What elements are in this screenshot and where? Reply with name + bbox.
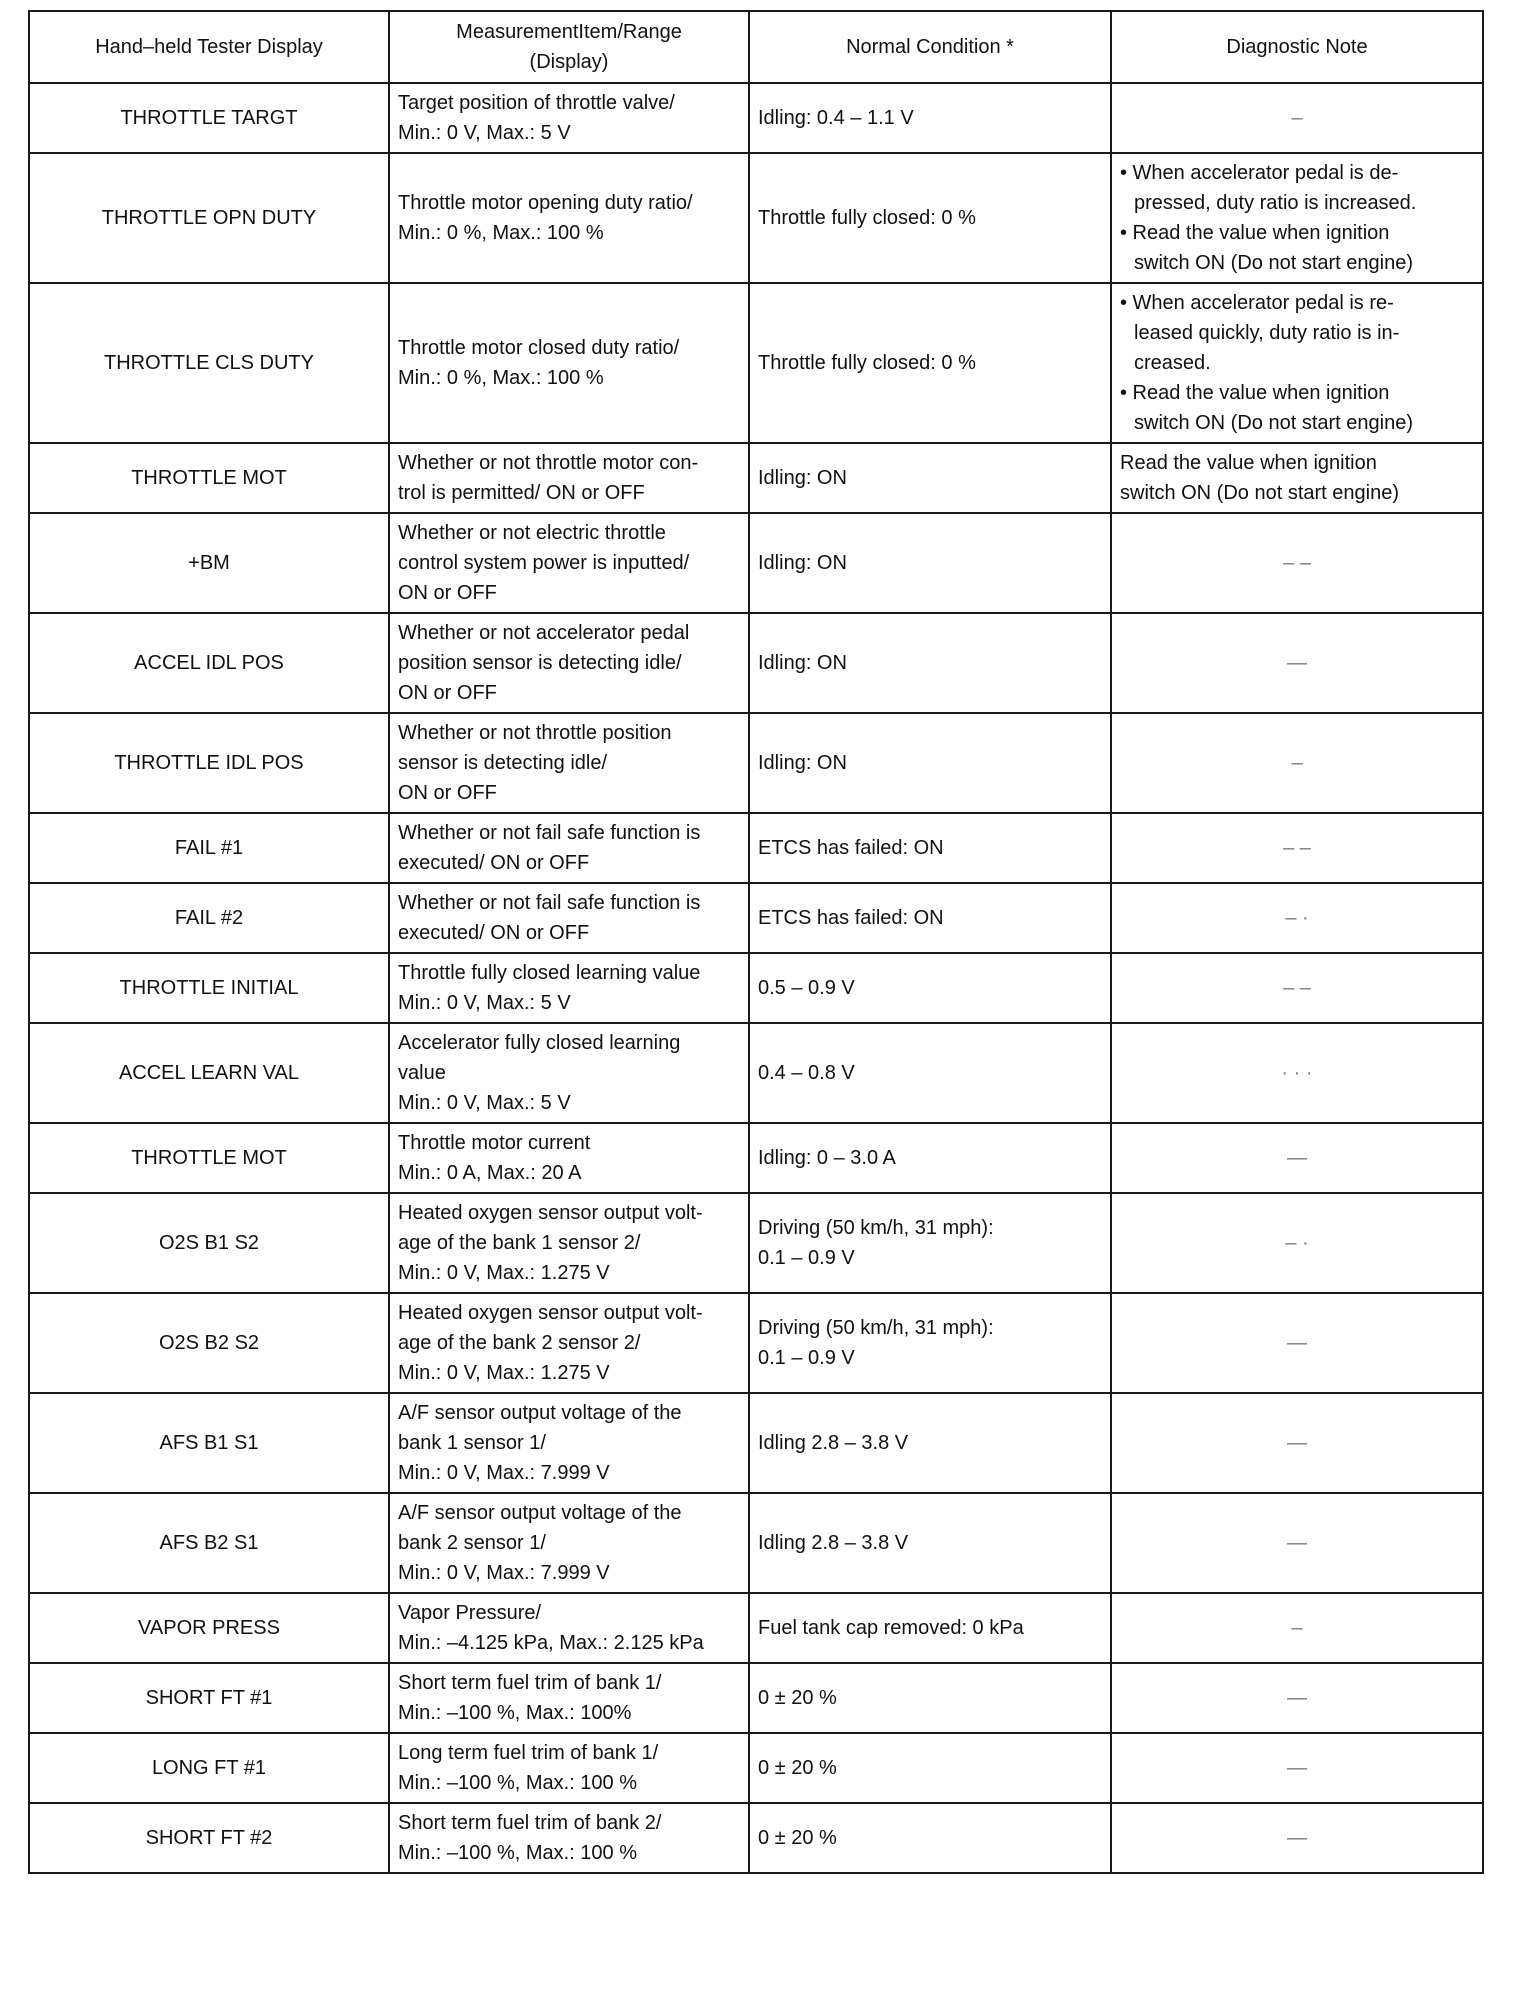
cell-measurement-item: Long term fuel trim of bank 1/ Min.: –100 %, Max.: 100 % xyxy=(389,1733,749,1803)
header-tester-display: Hand–held Tester Display xyxy=(29,11,389,83)
cell-measurement-item: Whether or not throttle motor con- trol is permitted/ ON or OFF xyxy=(389,443,749,513)
cell-diagnostic-note: – xyxy=(1111,713,1483,813)
note-bullet: • When accelerator pedal is de- pressed, duty ratio is increased. xyxy=(1120,162,1417,214)
cell-tester-display: ACCEL LEARN VAL xyxy=(29,1023,389,1123)
table-row xyxy=(29,1193,1483,1293)
cell-diagnostic-note: – · xyxy=(1111,1193,1483,1293)
cell-diagnostic-note: — xyxy=(1111,613,1483,713)
table-row xyxy=(29,83,1483,153)
table-row xyxy=(29,713,1483,813)
note-bullet: • When accelerator pedal is re- leased quickly, duty ratio is in- creased. xyxy=(1120,292,1400,374)
cell-normal-condition: Idling: ON xyxy=(749,443,1111,513)
cell-tester-display: VAPOR PRESS xyxy=(29,1593,389,1663)
cell-tester-display: ACCEL IDL POS xyxy=(29,613,389,713)
cell-normal-condition: Idling: 0 – 3.0 A xyxy=(749,1123,1111,1193)
header-measurement-item: MeasurementItem/Range (Display) xyxy=(389,11,749,83)
cell-normal-condition: Idling: ON xyxy=(749,513,1111,613)
document-page xyxy=(28,10,1482,1874)
table-row xyxy=(29,513,1483,613)
cell-measurement-item: Whether or not fail safe function is executed/ ON or OFF xyxy=(389,883,749,953)
cell-tester-display: FAIL #1 xyxy=(29,813,389,883)
cell-measurement-item: Throttle motor current Min.: 0 A, Max.: 20 A xyxy=(389,1123,749,1193)
cell-normal-condition: Throttle fully closed: 0 % xyxy=(749,153,1111,283)
cell-normal-condition: Idling 2.8 – 3.8 V xyxy=(749,1393,1111,1493)
cell-normal-condition: Driving (50 km/h, 31 mph): 0.1 – 0.9 V xyxy=(749,1293,1111,1393)
cell-diagnostic-note: — xyxy=(1111,1293,1483,1393)
table-row xyxy=(29,953,1483,1023)
note-bullet: • Read the value when ignition switch ON (Do not start engine) xyxy=(1120,222,1413,274)
cell-measurement-item: Whether or not throttle position sensor is detecting idle/ ON or OFF xyxy=(389,713,749,813)
table-row xyxy=(29,1493,1483,1593)
cell-diagnostic-note: — xyxy=(1111,1733,1483,1803)
table-row xyxy=(29,1803,1483,1873)
cell-normal-condition: 0 ± 20 % xyxy=(749,1803,1111,1873)
cell-measurement-item: A/F sensor output voltage of the bank 2 sensor 1/ Min.: 0 V, Max.: 7.999 V xyxy=(389,1493,749,1593)
table-header-row xyxy=(29,11,1483,83)
cell-tester-display: AFS B1 S1 xyxy=(29,1393,389,1493)
cell-tester-display: THROTTLE INITIAL xyxy=(29,953,389,1023)
cell-measurement-item: Accelerator fully closed learning value Min.: 0 V, Max.: 5 V xyxy=(389,1023,749,1123)
table-row xyxy=(29,153,1483,283)
cell-diagnostic-note: — xyxy=(1111,1493,1483,1593)
cell-diagnostic-note: Read the value when ignition switch ON (Do not start engine) xyxy=(1111,443,1483,513)
cell-measurement-item: Whether or not electric throttle control system power is inputted/ ON or OFF xyxy=(389,513,749,613)
cell-tester-display: LONG FT #1 xyxy=(29,1733,389,1803)
cell-normal-condition: 0 ± 20 % xyxy=(749,1663,1111,1733)
table-row xyxy=(29,1593,1483,1663)
cell-diagnostic-note: – xyxy=(1111,83,1483,153)
cell-diagnostic-note: — xyxy=(1111,1393,1483,1493)
cell-tester-display: THROTTLE IDL POS xyxy=(29,713,389,813)
cell-measurement-item: Whether or not fail safe function is executed/ ON or OFF xyxy=(389,813,749,883)
table-row xyxy=(29,613,1483,713)
cell-diagnostic-note: – xyxy=(1111,1593,1483,1663)
cell-diagnostic-note: — xyxy=(1111,1123,1483,1193)
cell-normal-condition: Idling: 0.4 – 1.1 V xyxy=(749,83,1111,153)
table-row xyxy=(29,1023,1483,1123)
table-row xyxy=(29,1733,1483,1803)
cell-diagnostic-note: – – xyxy=(1111,953,1483,1023)
cell-measurement-item: Short term fuel trim of bank 2/ Min.: –100 %, Max.: 100 % xyxy=(389,1803,749,1873)
table-row xyxy=(29,813,1483,883)
cell-normal-condition: Idling: ON xyxy=(749,713,1111,813)
cell-normal-condition: ETCS has failed: ON xyxy=(749,883,1111,953)
cell-normal-condition: Driving (50 km/h, 31 mph): 0.1 – 0.9 V xyxy=(749,1193,1111,1293)
cell-diagnostic-note: — xyxy=(1111,1663,1483,1733)
cell-tester-display: FAIL #2 xyxy=(29,883,389,953)
cell-diagnostic-note xyxy=(1111,283,1483,443)
cell-normal-condition: ETCS has failed: ON xyxy=(749,813,1111,883)
cell-measurement-item: Whether or not accelerator pedal position sensor is detecting idle/ ON or OFF xyxy=(389,613,749,713)
cell-measurement-item: Short term fuel trim of bank 1/ Min.: –100 %, Max.: 100% xyxy=(389,1663,749,1733)
cell-measurement-item: A/F sensor output voltage of the bank 1 sensor 1/ Min.: 0 V, Max.: 7.999 V xyxy=(389,1393,749,1493)
cell-diagnostic-note xyxy=(1111,153,1483,283)
cell-diagnostic-note: — xyxy=(1111,1803,1483,1873)
cell-measurement-item: Throttle fully closed learning value Min.: 0 V, Max.: 5 V xyxy=(389,953,749,1023)
cell-measurement-item: Heated oxygen sensor output volt- age of the bank 2 sensor 2/ Min.: 0 V, Max.: 1.275 V xyxy=(389,1293,749,1393)
cell-tester-display: THROTTLE CLS DUTY xyxy=(29,283,389,443)
cell-diagnostic-note: – – xyxy=(1111,513,1483,613)
cell-measurement-item: Heated oxygen sensor output volt- age of the bank 1 sensor 2/ Min.: 0 V, Max.: 1.275 V xyxy=(389,1193,749,1293)
cell-tester-display: SHORT FT #1 xyxy=(29,1663,389,1733)
cell-diagnostic-note: – · xyxy=(1111,883,1483,953)
table-row xyxy=(29,443,1483,513)
cell-measurement-item: Throttle motor closed duty ratio/ Min.: 0 %, Max.: 100 % xyxy=(389,283,749,443)
cell-normal-condition: Fuel tank cap removed: 0 kPa xyxy=(749,1593,1111,1663)
cell-tester-display: O2S B2 S2 xyxy=(29,1293,389,1393)
cell-measurement-item: Vapor Pressure/ Min.: –4.125 kPa, Max.: 2.125 kPa xyxy=(389,1593,749,1663)
cell-tester-display: THROTTLE MOT xyxy=(29,1123,389,1193)
cell-normal-condition: 0.4 – 0.8 V xyxy=(749,1023,1111,1123)
table-row xyxy=(29,283,1483,443)
cell-tester-display: SHORT FT #2 xyxy=(29,1803,389,1873)
cell-tester-display: THROTTLE OPN DUTY xyxy=(29,153,389,283)
cell-tester-display: THROTTLE MOT xyxy=(29,443,389,513)
cell-normal-condition: Idling: ON xyxy=(749,613,1111,713)
cell-tester-display: AFS B2 S1 xyxy=(29,1493,389,1593)
cell-normal-condition: Throttle fully closed: 0 % xyxy=(749,283,1111,443)
cell-tester-display: THROTTLE TARGT xyxy=(29,83,389,153)
cell-diagnostic-note: – – xyxy=(1111,813,1483,883)
cell-normal-condition: 0.5 – 0.9 V xyxy=(749,953,1111,1023)
table-row xyxy=(29,1123,1483,1193)
cell-diagnostic-note: · · · xyxy=(1111,1023,1483,1123)
cell-tester-display: O2S B1 S2 xyxy=(29,1193,389,1293)
cell-tester-display: +BM xyxy=(29,513,389,613)
cell-measurement-item: Target position of throttle valve/ Min.: 0 V, Max.: 5 V xyxy=(389,83,749,153)
table-row xyxy=(29,883,1483,953)
table-row xyxy=(29,1663,1483,1733)
header-diagnostic-note: Diagnostic Note xyxy=(1111,11,1483,83)
cell-measurement-item: Throttle motor opening duty ratio/ Min.: 0 %, Max.: 100 % xyxy=(389,153,749,283)
table-row xyxy=(29,1393,1483,1493)
table-body xyxy=(29,83,1483,1873)
note-bullet: • Read the value when ignition switch ON (Do not start engine) xyxy=(1120,382,1413,434)
header-normal-condition: Normal Condition * xyxy=(749,11,1111,83)
table-row xyxy=(29,1293,1483,1393)
cell-normal-condition: 0 ± 20 % xyxy=(749,1733,1111,1803)
cell-normal-condition: Idling 2.8 – 3.8 V xyxy=(749,1493,1111,1593)
tester-data-table xyxy=(28,10,1484,1874)
